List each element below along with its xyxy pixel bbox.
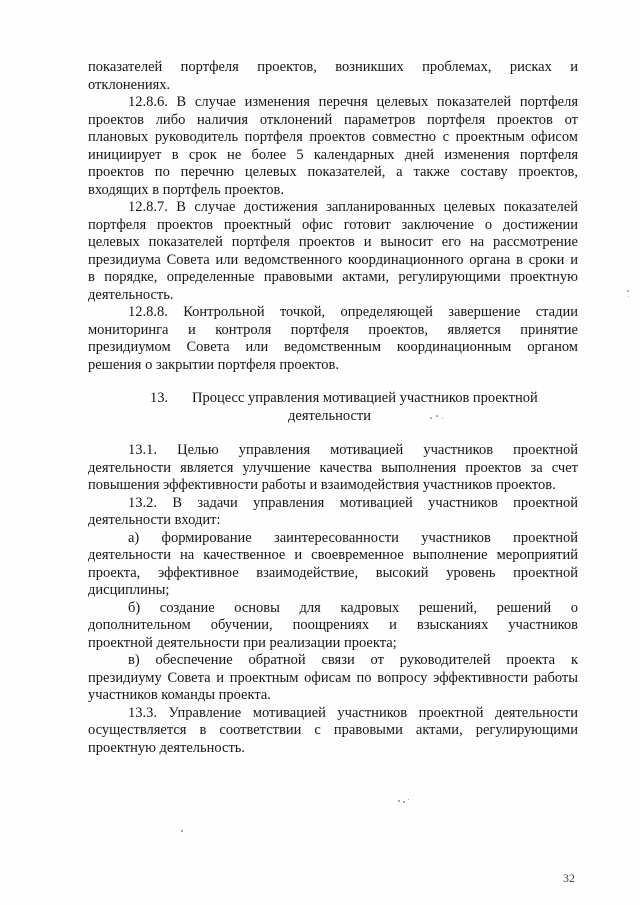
paragraph-13-2 [88, 495, 578, 530]
scan-speck [442, 418, 443, 419]
paragraph-line: президиуму Совета и проектным офисам по вопросу эффективности работы [88, 669, 578, 686]
paragraph-line: осуществляется в соответствии с правовыми актами, регулирующими [88, 722, 578, 738]
paragraph-12-8-6 [88, 94, 578, 199]
list-item-a [88, 530, 578, 600]
paragraph-line: 12.8.7. В случае достижения запланированных целевых показателей [128, 199, 578, 215]
paragraph-line: 12.8.6. В случае изменения перечня целевых показателей портфеля [128, 94, 578, 110]
paragraph-line: в) обеспечение обратной связи от руководителей проекта к [128, 652, 578, 668]
list-item-b [88, 600, 578, 653]
paragraph-line: деятельности входит: [88, 512, 221, 528]
section-title-line: деятельности [288, 407, 372, 424]
paragraph-line: дисциплины; [88, 582, 170, 598]
paragraph-line: президиумом Совета или ведомственным координационным органом [88, 339, 578, 355]
paragraph-line: мониторинга и контроля портфеля проектов, является принятие [88, 321, 578, 338]
scan-speck [436, 415, 438, 417]
paragraph-line: показателей портфеля проектов, возникших проблемах, рисках и [88, 59, 578, 75]
paragraph-line: 13.1. Целью управления мотивацией участников проектной [128, 442, 578, 458]
paragraph-line: деятельности на качественное и своевременное выполнение мероприятий [88, 547, 578, 563]
section-12-continuation [88, 59, 578, 374]
paragraph-line: повышения эффективности работы и взаимодействия участников проектов. [88, 477, 556, 493]
scan-speck [627, 290, 629, 292]
paragraph-line: портфеля проектов проектный офис готовит заключение о достижении [88, 216, 578, 233]
paragraph-line: в порядке, определенные правовыми актами, регулирующими проектную [88, 269, 578, 285]
paragraph-continued [88, 59, 578, 94]
paragraph-12-8-8 [88, 304, 578, 374]
paragraph-line: целевых показателей портфеля проектов и выносит его на рассмотрение [88, 234, 578, 250]
paragraph-line: плановых руководитель портфеля проектов совместно с проектным офисом [88, 129, 578, 145]
scan-speck [181, 830, 183, 832]
paragraph-line: проектную деятельность. [88, 739, 246, 756]
list-item-c [88, 652, 578, 705]
page-number: 32 [563, 871, 575, 885]
paragraph-12-8-7 [88, 199, 578, 304]
paragraph-line: проектов по перечню целевых показателей, а также составу проектов, [88, 164, 578, 180]
scan-speck [403, 801, 405, 803]
paragraph-line: деятельности является улучшение качества выполнения проектов за счет [88, 459, 578, 476]
paragraph-13-3 [88, 705, 578, 758]
scan-speck [430, 417, 432, 419]
paragraph-line: президиума Совета или ведомственного координационного органа в сроки и [88, 251, 578, 268]
paragraph-line: инициирует в срок не более 5 календарных дней изменения портфеля [88, 146, 578, 163]
scan-speck [398, 800, 400, 802]
scan-speck [628, 296, 629, 297]
section-title-line: Процесс управления мотивацией участников проектной [192, 390, 538, 406]
paragraph-line: участников команды проекта. [88, 687, 271, 703]
section-13-body [88, 442, 578, 757]
paragraph-line: 12.8.8. Контрольной точкой, определяющей завершение стадии [128, 304, 578, 320]
paragraph-line: деятельность. [88, 286, 174, 303]
section-number: 13. [150, 390, 169, 406]
paragraph-line: проектной деятельности при реализации проекта; [88, 634, 397, 651]
paragraph-line: проектов либо наличия отклонений параметров портфеля проектов от [88, 111, 578, 128]
paragraph-line: решения о закрытии портфеля проектов. [88, 356, 340, 373]
paragraph-line: входящих в портфель проектов. [88, 181, 284, 198]
paragraph-13-1 [88, 442, 578, 495]
paragraph-line: проекта, эффективное взаимодействие, высокий уровень проектной [88, 564, 578, 581]
paragraph-line: дополнительном обучении, поощрениях и взысканиях участников [88, 617, 578, 633]
paragraph-line: б) создание основы для кадровых решений, решений о [128, 599, 578, 616]
paragraph-line: а) формирование заинтересованности участников проектной [128, 529, 578, 546]
scan-speck [408, 799, 409, 800]
paragraph-line: 13.3. Управление мотивацией участников проектной деятельности [128, 704, 578, 721]
paragraph-line: 13.2. В задачи управления мотивацией участников проектной [128, 494, 578, 511]
paragraph-line: отклонениях. [88, 76, 171, 93]
